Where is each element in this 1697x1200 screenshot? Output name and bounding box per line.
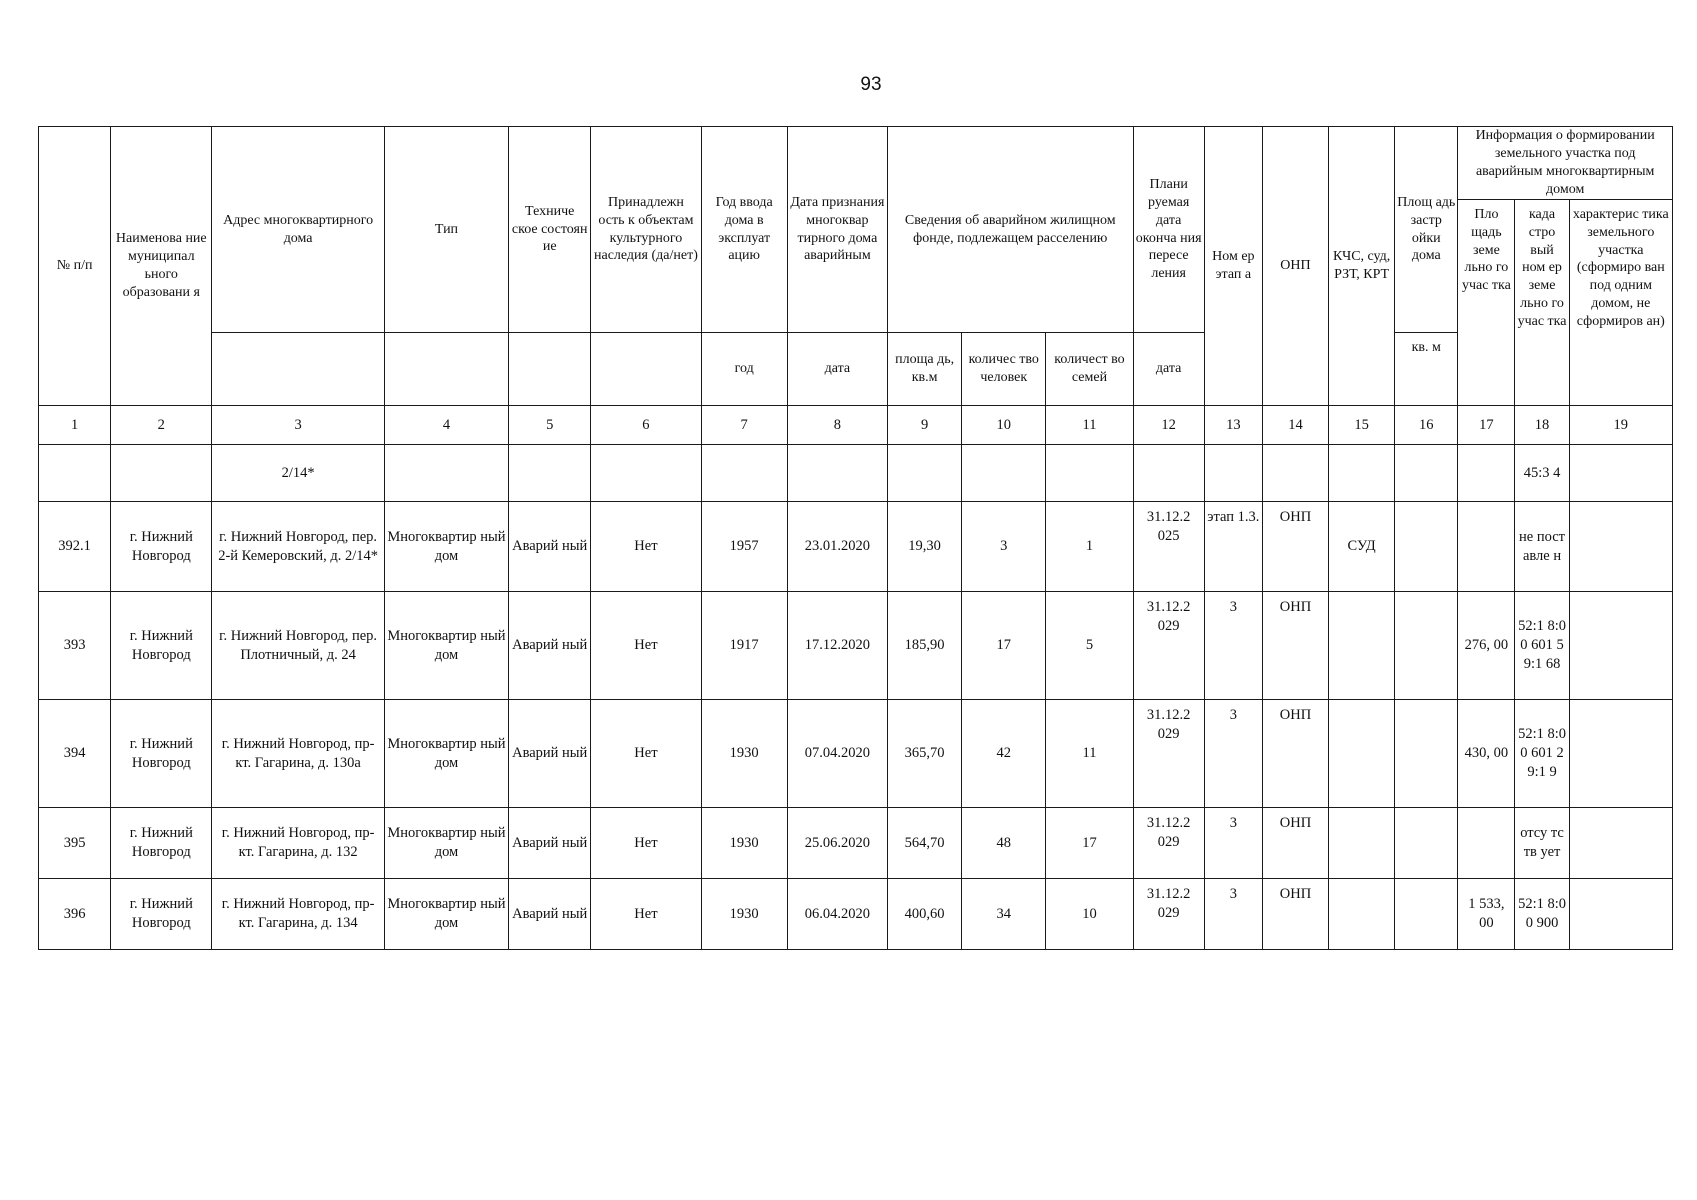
col-header-cell (212, 333, 384, 406)
municipality-cell: г. Нижний Новгород (111, 592, 212, 700)
table-cell (1458, 445, 1515, 502)
stage-cell: 3 (1204, 592, 1262, 700)
area-cell: 185,90 (888, 592, 962, 700)
row-number: 395 (39, 808, 111, 879)
column-number: 9 (888, 406, 962, 445)
row-number: 393 (39, 592, 111, 700)
row-number: 392.1 (39, 502, 111, 592)
address-cell: г. Нижний Новгород, пер. Плотничный, д. 24 (212, 592, 384, 700)
table-cell (962, 445, 1046, 502)
area-cell: 19,30 (888, 502, 962, 592)
municipality-cell: г. Нижний Новгород (111, 808, 212, 879)
stage-cell: этап 1.3. (1204, 502, 1262, 592)
type-cell: Многоквартир ный дом (384, 700, 508, 808)
column-number: 2 (111, 406, 212, 445)
plot-area-cell: 430, 00 (1458, 700, 1515, 808)
onp-cell: ОНП (1262, 700, 1328, 808)
year-cell: 1930 (701, 879, 787, 950)
build-area-cell (1395, 700, 1458, 808)
address-cell: г. Нижний Новгород, пр-кт. Гагарина, д. 130а (212, 700, 384, 808)
column-number: 19 (1569, 406, 1672, 445)
col-header-number: № п/п (39, 127, 111, 406)
subheader-families: количест во семей (1046, 333, 1133, 406)
column-number: 8 (787, 406, 887, 445)
column-number: 10 (962, 406, 1046, 445)
tech-state-cell: Аварий ный (509, 502, 591, 592)
subheader-build-area-unit: кв. м (1395, 333, 1458, 406)
address-cell: г. Нижний Новгород, пр-кт. Гагарина, д. 132 (212, 808, 384, 879)
plot-char-cell (1569, 808, 1672, 879)
stage-cell: 3 (1204, 700, 1262, 808)
year-cell: 1917 (701, 592, 787, 700)
subheader-people: количес тво человек (962, 333, 1046, 406)
col-header-plot-char: характерис тика земельного участка (сформиро ван под одним домом, не сформиров ан) (1569, 200, 1672, 406)
column-number: 11 (1046, 406, 1133, 445)
cadastral-cell: 52:1 8:00 601 59:1 68 (1515, 592, 1569, 700)
col-header-stage: Ном ер этап а (1204, 127, 1262, 406)
row-number: 396 (39, 879, 111, 950)
recognition-date-cell: 07.04.2020 (787, 700, 887, 808)
plot-area-cell (1458, 502, 1515, 592)
continuation-row (39, 445, 1673, 502)
kchs-cell (1329, 592, 1395, 700)
end-date-cell: 31.12.2 029 (1133, 592, 1204, 700)
plot-area-cell: 1 533, 00 (1458, 879, 1515, 950)
table-cell (1046, 445, 1133, 502)
column-number: 4 (384, 406, 508, 445)
plot-area-cell (1458, 808, 1515, 879)
col-header-recognition-date: Дата признания многоквар тирного дома аварийным (787, 127, 887, 333)
col-header-planned-date: Плани руемая дата оконча ния пересе ления (1133, 127, 1204, 333)
address-cell: г. Нижний Новгород, пр-кт. Гагарина, д. 134 (212, 879, 384, 950)
kchs-cell (1329, 879, 1395, 950)
people-cell: 48 (962, 808, 1046, 879)
data-rows (39, 502, 1673, 950)
end-date-cell: 31.12.2 029 (1133, 700, 1204, 808)
column-number: 1 (39, 406, 111, 445)
build-area-cell (1395, 879, 1458, 950)
col-header-address: Адрес многоквартирного дома (212, 127, 384, 333)
table-row (39, 808, 1673, 879)
col-header-cell (509, 333, 591, 406)
area-cell: 365,70 (888, 700, 962, 808)
table-cell (1395, 445, 1458, 502)
column-number: 18 (1515, 406, 1569, 445)
column-number: 12 (1133, 406, 1204, 445)
kchs-cell (1329, 700, 1395, 808)
table-row (39, 700, 1673, 808)
col-header-cadastral: када стро вый ном ер земе льно го учас тка (1515, 200, 1569, 406)
col-header-heritage: Принадлежн ость к объектам культурного наследия (да/нет) (591, 127, 701, 333)
header-row-3 (39, 333, 1673, 406)
subheader-area: площа дь, кв.м (888, 333, 962, 406)
col-header-kchs: КЧС, суд, РЗТ, КРТ (1329, 127, 1395, 406)
year-cell: 1930 (701, 808, 787, 879)
column-number-row (39, 406, 1673, 445)
families-cell: 1 (1046, 502, 1133, 592)
onp-cell: ОНП (1262, 502, 1328, 592)
heritage-cell: Нет (591, 592, 701, 700)
heritage-cell: Нет (591, 700, 701, 808)
column-number: 17 (1458, 406, 1515, 445)
build-area-cell (1395, 592, 1458, 700)
column-number: 7 (701, 406, 787, 445)
onp-cell: ОНП (1262, 879, 1328, 950)
col-header-housing-info: Сведения об аварийном жилищном фонде, подлежащем расселению (888, 127, 1134, 333)
kchs-cell: СУД (1329, 502, 1395, 592)
cadastral-cell: отсу тств ует (1515, 808, 1569, 879)
people-cell: 42 (962, 700, 1046, 808)
stage-cell: 3 (1204, 879, 1262, 950)
column-number: 16 (1395, 406, 1458, 445)
table-cell (591, 445, 701, 502)
table-row (39, 592, 1673, 700)
subheader-end-date: дата (1133, 333, 1204, 406)
table-cell (787, 445, 887, 502)
municipality-cell: г. Нижний Новгород (111, 879, 212, 950)
column-number: 6 (591, 406, 701, 445)
cadastral-cell: 52:1 8:00 900 (1515, 879, 1569, 950)
col-header-cell (384, 333, 508, 406)
table-cell (111, 445, 212, 502)
municipality-cell: г. Нижний Новгород (111, 502, 212, 592)
area-cell: 564,70 (888, 808, 962, 879)
cadastral-cell: 52:1 8:00 601 29:1 9 (1515, 700, 1569, 808)
people-cell: 3 (962, 502, 1046, 592)
families-cell: 17 (1046, 808, 1133, 879)
build-area-cell (1395, 808, 1458, 879)
subheader-year: год (701, 333, 787, 406)
col-header-land-info: Информация о формировании земельного участка под аварийным многоквартирным домом (1458, 127, 1673, 200)
table-cell (1262, 445, 1328, 502)
tech-state-cell: Аварий ный (509, 592, 591, 700)
type-cell: Многоквартир ный дом (384, 879, 508, 950)
heritage-cell: Нет (591, 879, 701, 950)
stage-cell: 3 (1204, 808, 1262, 879)
municipality-cell: г. Нижний Новгород (111, 700, 212, 808)
col-header-onp: ОНП (1262, 127, 1328, 406)
end-date-cell: 31.12.2 029 (1133, 879, 1204, 950)
recognition-date-cell: 17.12.2020 (787, 592, 887, 700)
year-cell: 1930 (701, 700, 787, 808)
table-cell (701, 445, 787, 502)
tech-state-cell: Аварий ный (509, 700, 591, 808)
onp-cell: ОНП (1262, 592, 1328, 700)
area-cell: 400,60 (888, 879, 962, 950)
plot-area-cell: 276, 00 (1458, 592, 1515, 700)
build-area-cell (1395, 502, 1458, 592)
people-cell: 34 (962, 879, 1046, 950)
plot-char-cell (1569, 879, 1672, 950)
type-cell: Многоквартир ный дом (384, 592, 508, 700)
people-cell: 17 (962, 592, 1046, 700)
header-row-1 (39, 127, 1673, 200)
continuation-address: 2/14* (212, 445, 384, 502)
tech-state-cell: Аварий ный (509, 879, 591, 950)
col-header-year: Год ввода дома в эксплуат ацию (701, 127, 787, 333)
col-header-build-area: Площ адь застр ойки дома (1395, 127, 1458, 333)
row-number: 394 (39, 700, 111, 808)
column-number: 13 (1204, 406, 1262, 445)
families-cell: 11 (1046, 700, 1133, 808)
tech-state-cell: Аварий ный (509, 808, 591, 879)
families-cell: 5 (1046, 592, 1133, 700)
recognition-date-cell: 23.01.2020 (787, 502, 887, 592)
column-number: 15 (1329, 406, 1395, 445)
type-cell: Многоквартир ный дом (384, 808, 508, 879)
address-cell: г. Нижний Новгород, пер. 2-й Кемеровский, д. 2/14* (212, 502, 384, 592)
end-date-cell: 31.12.2 025 (1133, 502, 1204, 592)
table-cell (1329, 445, 1395, 502)
recognition-date-cell: 06.04.2020 (787, 879, 887, 950)
column-number: 14 (1262, 406, 1328, 445)
col-header-plot-area: Пло щадь земе льно го учас тка (1458, 200, 1515, 406)
table-cell (39, 445, 111, 502)
table-cell (888, 445, 962, 502)
column-number: 3 (212, 406, 384, 445)
type-cell: Многоквартир ный дом (384, 502, 508, 592)
emergency-housing-table (38, 126, 1673, 950)
page-number: 93 (860, 74, 882, 95)
plot-char-cell (1569, 592, 1672, 700)
year-cell: 1957 (701, 502, 787, 592)
plot-char-cell (1569, 502, 1672, 592)
table-cell (384, 445, 508, 502)
table-cell (1569, 445, 1672, 502)
end-date-cell: 31.12.2 029 (1133, 808, 1204, 879)
subheader-date: дата (787, 333, 887, 406)
families-cell: 10 (1046, 879, 1133, 950)
table-cell (1133, 445, 1204, 502)
heritage-cell: Нет (591, 502, 701, 592)
kchs-cell (1329, 808, 1395, 879)
col-header-tech-state: Техниче ское состоян ие (509, 127, 591, 333)
column-number: 5 (509, 406, 591, 445)
table-cell (509, 445, 591, 502)
table-row (39, 502, 1673, 592)
continuation-cadastral: 45:3 4 (1515, 445, 1569, 502)
table-row (39, 879, 1673, 950)
col-header-cell (591, 333, 701, 406)
onp-cell: ОНП (1262, 808, 1328, 879)
recognition-date-cell: 25.06.2020 (787, 808, 887, 879)
cadastral-cell: не пост авле н (1515, 502, 1569, 592)
col-header-type: Тип (384, 127, 508, 333)
plot-char-cell (1569, 700, 1672, 808)
heritage-cell: Нет (591, 808, 701, 879)
table-cell (1204, 445, 1262, 502)
col-header-municipality: Наименова ние муниципал ьного образовани я (111, 127, 212, 406)
